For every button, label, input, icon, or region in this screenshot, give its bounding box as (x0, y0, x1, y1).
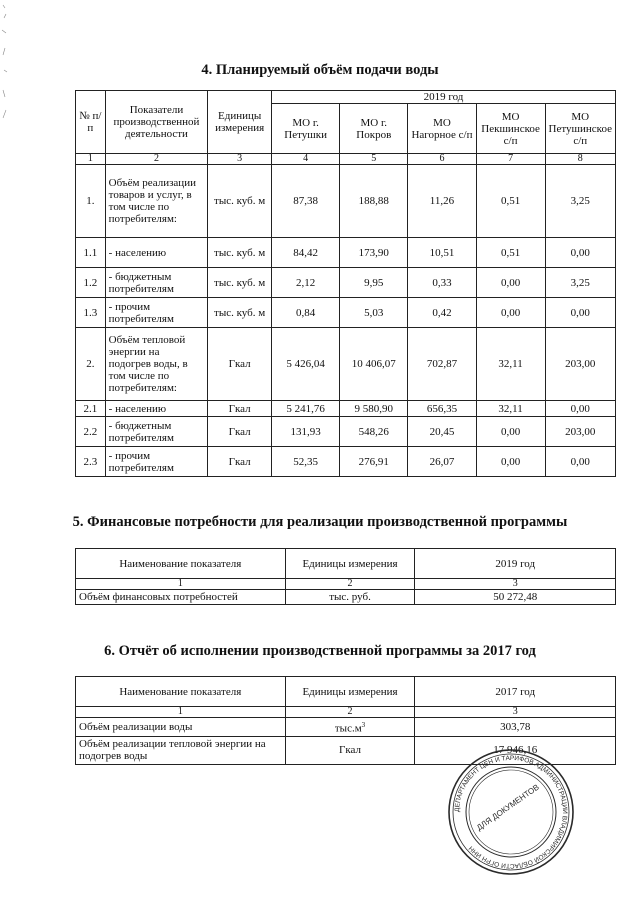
row-value: 0,00 (476, 417, 545, 447)
column-number: 2 (285, 707, 415, 718)
header-mo: МО Пекшинское с/п (476, 104, 545, 154)
row-name: Объём реализации товаров и услуг, в том числе по потребителям: (105, 165, 208, 238)
row-unit (285, 718, 415, 737)
row-unit: тыс. руб. (285, 590, 415, 605)
row-value: 0,00 (476, 447, 545, 477)
header-year: 2019 год (271, 91, 615, 104)
row-value: 10 406,07 (340, 328, 408, 401)
row-value: 9 580,90 (340, 401, 408, 417)
row-name: - населению (105, 238, 208, 268)
row-value: 203,00 (545, 328, 615, 401)
table-row (76, 718, 616, 737)
table-row (76, 401, 616, 417)
header-cell: Единицы измерения (285, 549, 415, 579)
row-value: 0,33 (408, 268, 476, 298)
row-value: 131,93 (271, 417, 339, 447)
row-number: 1.3 (76, 298, 106, 328)
row-value: 0,00 (545, 298, 615, 328)
table-row (76, 417, 616, 447)
row-value: 9,95 (340, 268, 408, 298)
row-number: 1.2 (76, 268, 106, 298)
column-number-row (76, 707, 616, 718)
row-unit: тыс. куб. м (208, 268, 272, 298)
row-number: 1.1 (76, 238, 106, 268)
header-mo: МО Петушинское с/п (545, 104, 615, 154)
row-name: - прочим потребителям (105, 298, 208, 328)
table-header-row (76, 91, 616, 104)
row-name: Объём финансовых потребностей (76, 590, 286, 605)
header-cell: Единицы измерения (285, 677, 415, 707)
row-value: 52,35 (271, 447, 339, 477)
row-name: - бюджетным потребителям (105, 417, 208, 447)
table-row (76, 590, 616, 605)
row-name: Объём реализации воды (76, 718, 286, 737)
column-number-row (76, 154, 616, 165)
row-unit: тыс. куб. м (208, 165, 272, 238)
row-unit: Гкал (208, 328, 272, 401)
row-unit: тыс. куб. м (208, 238, 272, 268)
table-header-row (76, 549, 616, 579)
row-value: 5,03 (340, 298, 408, 328)
row-value: 0,51 (476, 165, 545, 238)
table-header-row (76, 677, 616, 707)
header-cell: Наименование показателя (76, 677, 286, 707)
column-number: 2 (105, 154, 208, 165)
row-value: 303,78 (415, 718, 616, 737)
row-value: 276,91 (340, 447, 408, 477)
section-6-title: 6. Отчёт об исполнении производственной программы за 2017 год (104, 643, 536, 659)
table-row (76, 165, 616, 238)
header-cell: 2019 год (415, 549, 616, 579)
header-mo: МО Нагорное с/п (408, 104, 476, 154)
financial-needs-table (75, 548, 616, 605)
stamp-center-text: ДЛЯ ДОКУМЕНТОВ (474, 782, 541, 833)
table-row (76, 328, 616, 401)
column-number: 5 (340, 154, 408, 165)
column-number: 2 (285, 579, 415, 590)
header-mo: МО г. Покров (340, 104, 408, 154)
column-number: 3 (415, 707, 616, 718)
row-value: 11,26 (408, 165, 476, 238)
row-value: 84,42 (271, 238, 339, 268)
row-name: - прочим потребителям (105, 447, 208, 477)
header-indicators: Показатели производственной деятельности (105, 91, 208, 154)
row-number: 2.1 (76, 401, 106, 417)
row-name: Объём реализации тепловой энергии на подогрев воды (76, 736, 286, 764)
row-value: 87,38 (271, 165, 339, 238)
row-value: 32,11 (476, 401, 545, 417)
row-value: 548,26 (340, 417, 408, 447)
header-cell: Наименование показателя (76, 549, 286, 579)
row-value: 0,00 (476, 268, 545, 298)
row-value: 203,00 (545, 417, 615, 447)
column-number: 3 (208, 154, 272, 165)
header-units: Единицы измерения (208, 91, 272, 154)
column-number: 1 (76, 707, 286, 718)
table-row (76, 268, 616, 298)
row-value: 3,25 (545, 268, 615, 298)
row-value: 2,12 (271, 268, 339, 298)
row-value: 0,00 (545, 238, 615, 268)
section-5-title: 5. Финансовые потребности для реализации производственной программы (72, 514, 568, 530)
row-value: 188,88 (340, 165, 408, 238)
row-number: 2.3 (76, 447, 106, 477)
row-number: 2.2 (76, 417, 106, 447)
column-number: 3 (415, 579, 616, 590)
row-value: 3,25 (545, 165, 615, 238)
column-number: 6 (408, 154, 476, 165)
row-value: 5 241,76 (271, 401, 339, 417)
row-name: - бюджетным потребителям (105, 268, 208, 298)
column-number: 7 (476, 154, 545, 165)
row-name: Объём тепловой энергии на подогрев воды, в том числе по потребителям: (105, 328, 208, 401)
row-unit: тыс. куб. м (208, 298, 272, 328)
row-value: 20,45 (408, 417, 476, 447)
header-cell: 2017 год (415, 677, 616, 707)
unit-text: тыс.м (334, 722, 362, 735)
planned-water-supply-table (75, 90, 616, 477)
row-value: 0,51 (476, 238, 545, 268)
row-value: 26,07 (408, 447, 476, 477)
column-number: 8 (545, 154, 615, 165)
row-value: 17 946,16 (415, 736, 616, 764)
row-value: 173,90 (340, 238, 408, 268)
row-unit: Гкал (285, 736, 415, 764)
column-number: 4 (271, 154, 339, 165)
column-number: 1 (76, 154, 106, 165)
row-unit: Гкал (208, 401, 272, 417)
row-value: 0,84 (271, 298, 339, 328)
row-value: 10,51 (408, 238, 476, 268)
row-value: 656,35 (408, 401, 476, 417)
row-value: 702,87 (408, 328, 476, 401)
table-row (76, 238, 616, 268)
header-num: № п/п (76, 91, 106, 154)
row-unit: Гкал (208, 417, 272, 447)
column-number-row (76, 579, 616, 590)
row-value: 5 426,04 (271, 328, 339, 401)
row-number: 1. (76, 165, 106, 238)
row-number: 2. (76, 328, 106, 401)
unit-superscript: 3 (361, 721, 366, 729)
row-value: 0,00 (545, 401, 615, 417)
official-stamp (446, 747, 576, 877)
table-row (76, 298, 616, 328)
header-mo: МО г. Петушки (271, 104, 339, 154)
row-value: 0,00 (545, 447, 615, 477)
table-row (76, 447, 616, 477)
row-value: 0,00 (476, 298, 545, 328)
section-4-title: 4. Планируемый объём подачи воды (201, 62, 439, 78)
row-value: 50 272,48 (415, 590, 616, 605)
row-unit: Гкал (208, 447, 272, 477)
row-value: 32,11 (476, 328, 545, 401)
row-value: 0,42 (408, 298, 476, 328)
stamp-ring-text: ДЕПАРТАМЕНТ ЦЕН И ТАРИФОВ АДМИНИСТРАЦИИ ВЛАДИМИРСКОЙ ОБЛАСТИ ОГРН ИНН (453, 754, 569, 870)
column-number: 1 (76, 579, 286, 590)
row-name: - населению (105, 401, 208, 417)
